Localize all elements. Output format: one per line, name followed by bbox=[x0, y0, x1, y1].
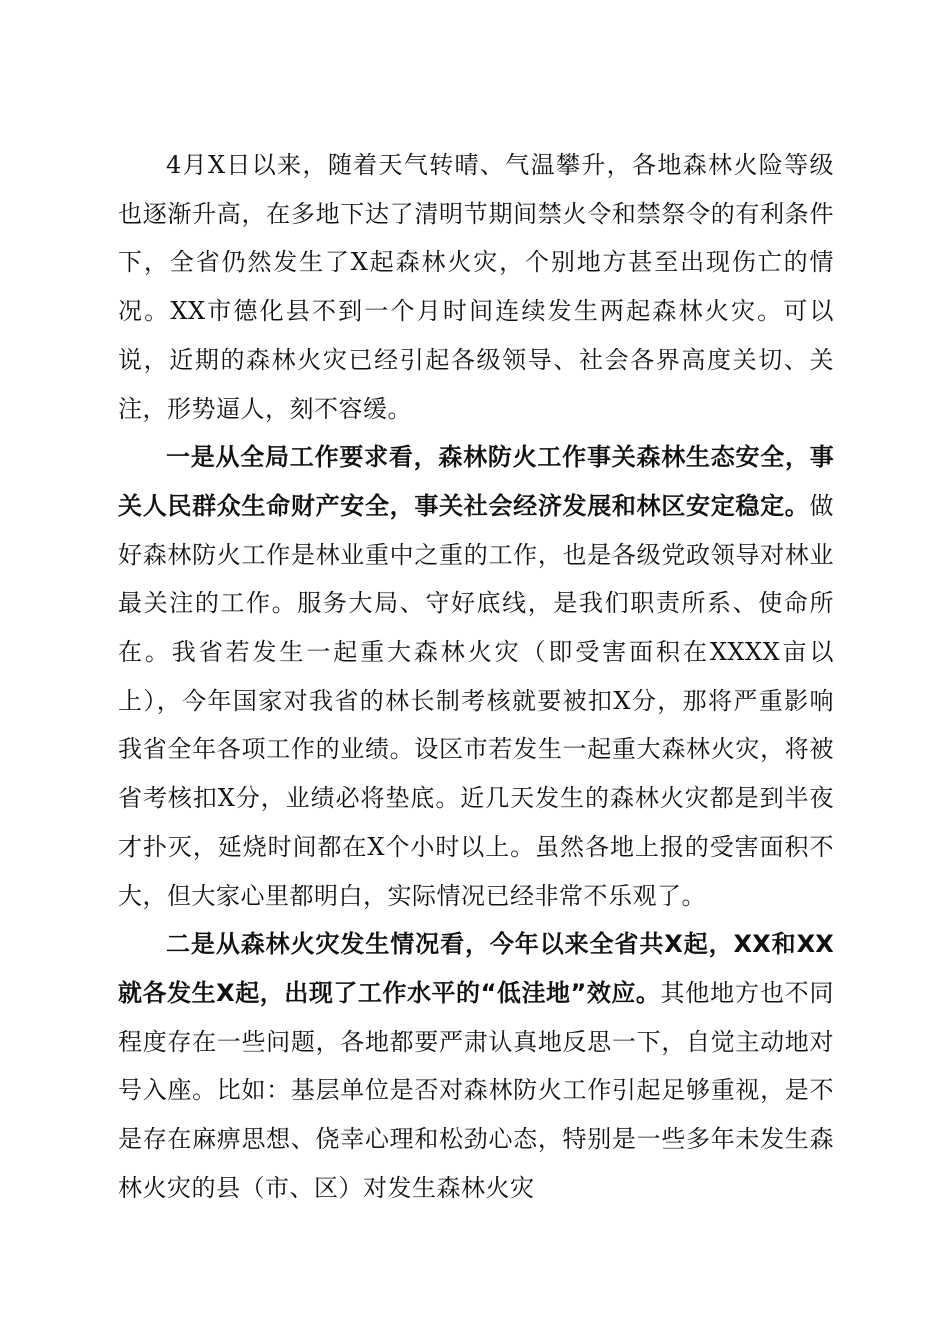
paragraph-lead: 二是从森林火灾发生情况看，今年以来全省共X起，XX和XX就各发生X起，出现了工作水平的“低洼地”效应。 bbox=[118, 930, 834, 1007]
paragraph-2 bbox=[118, 433, 834, 920]
paragraph-lead: 一是从全局工作要求看，森林防火工作事关森林生态安全，事关人民群众生命财产安全，事关社会经济发展和林区安定稳定。 bbox=[118, 443, 834, 520]
paragraph-3 bbox=[118, 920, 834, 1212]
document-body bbox=[118, 141, 834, 1212]
paragraph-text: 做好森林防火工作是林业重中之重的工作，也是各级党政领导对林业最关注的工作。服务大局、守好底线，是我们职责所系、使命所在。我省若发生一起重大森林火灾（即受害面积在XXXX亩以上），今年国家对我省的林长制考核就要被扣X分，那将严重影响我省全年各项工作的业绩。设区市若发生一起重大森林火灾，将被省考核扣X分，业绩必将垫底。近几天发生的森林火灾都是到半夜才扑灭，延烧时间都在X个小时以上。虽然各地上报的受害面积不大，但大家心里都明白，实际情况已经非常不乐观了。 bbox=[118, 491, 834, 910]
paragraph-text: 4月X日以来，随着天气转晴、气温攀升，各地森林火险等级也逐渐升高，在多地下达了清明节期间禁火令和禁祭令的有利条件下，全省仍然发生了X起森林火灾，个别地方甚至出现伤亡的情况。XX市德化县不到一个月时间连续发生两起森林火灾。可以说，近期的森林火灾已经引起各级领导、社会各界高度关切、关注，形势逼人，刻不容缓。 bbox=[118, 151, 834, 423]
paragraph-text: 其他地方也不同程度存在一些问题，各地都要严肃认真地反思一下，自觉主动地对号入座。比如：基层单位是否对森林防火工作引起足够重视，是不是存在麻痹思想、侥幸心理和松劲心态，特别是一些多年未发生森林火灾的县（市、区）对发生森林火灾 bbox=[118, 978, 835, 1202]
paragraph-1 bbox=[118, 141, 834, 433]
